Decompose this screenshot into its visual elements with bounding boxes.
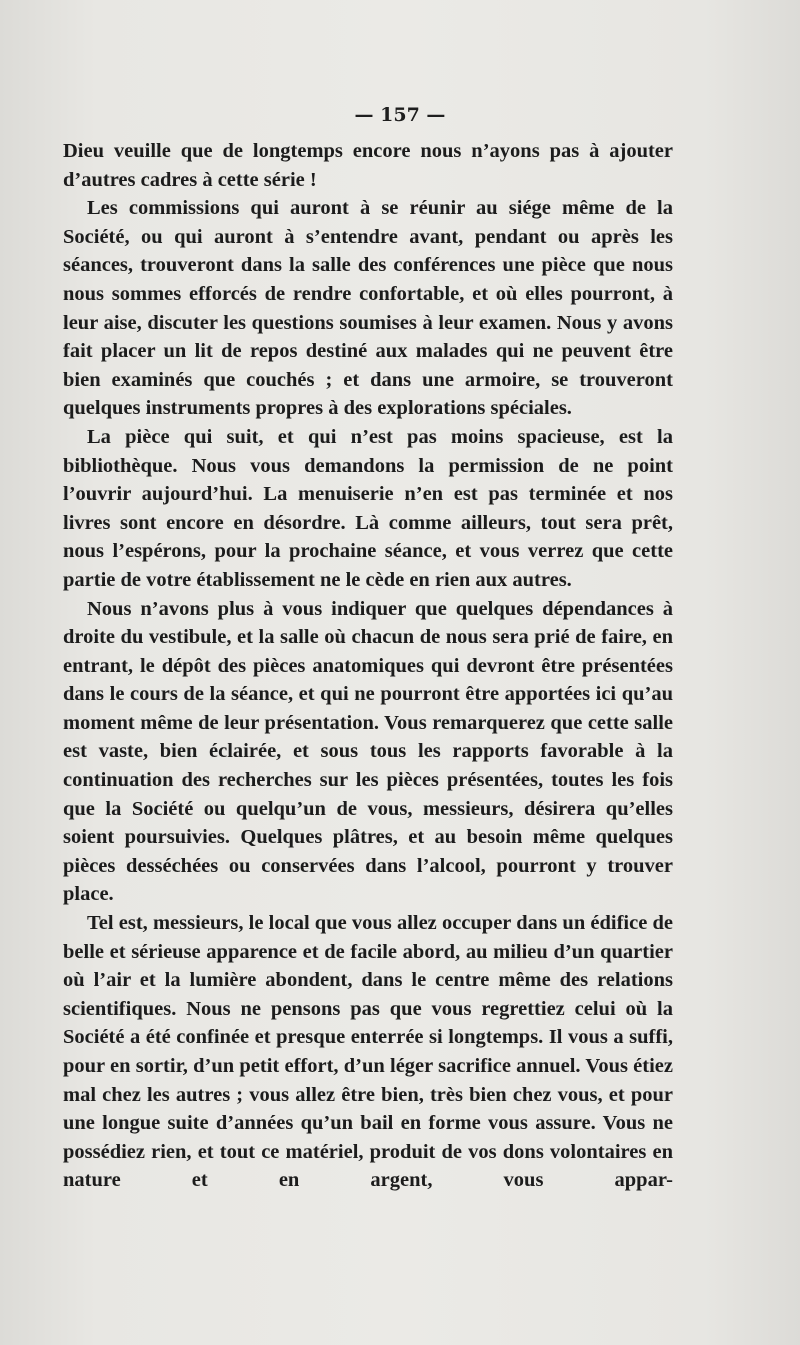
- page-number: — 157 —: [354, 104, 446, 126]
- paragraph: Tel est, messieurs, le local que vous allez occuper dans un édifice de belle et sérieuse apparence et de facile abord, au milieu d’un quartier où l’air et la lumière abondent, dans le centre même des relations scientifiques. Nous ne pensons pas que vous regrettiez celui où la Société a été confinée et presque enterrée si longtemps. Il vous a suffi, pour en sortir, d’un petit effort, d’un léger sacrifice annuel. Vous étiez mal chez les autres ; vous allez être bien, très bien chez vous, et pour une longue suite d’années qu’un bail en forme vous assure. Vous ne possédiez rien, et tout ce matériel, produit de vos dons volontaires en nature et en argent, vous appar-: [63, 912, 673, 1192]
- paragraph: Les commissions qui auront à se réunir au siége même de la Société, ou qui auront à s’entendre avant, pendant ou après les séances, trouveront dans la salle des conférences une pièce que nous nous sommes efforcés de rendre confortable, et où elles pourront, à leur aise, discuter les questions soumises à leur examen. Nous y avons fait placer un lit de repos destiné aux malades qui ne peuvent être bien examinés que couchés ; et dans une armoire, se trouveront quelques instruments propres à des explorations spéciales.: [63, 197, 673, 420]
- paragraph: Nous n’avons plus à vous indiquer que quelques dépendances à droite du vestibule, et la salle où chacun de nous sera prié de faire, en entrant, le dépôt des pièces anatomiques qui devront être présentées dans le cours de la séance, et qui ne pourront être apportées ici qu’au moment même de leur présentation. Vous remarquerez que cette salle est vaste, bien éclairée, et sous tous les rapports favorable à la continuation des recherches sur les pièces présentées, toutes les fois que la Société ou quelqu’un de vous, messieurs, désirera qu’elles soient poursuivies. Quelques plâtres, et au besoin même quelques pièces desséchées ou conservées dans l’alcool, pourront y trouver place.: [63, 597, 673, 906]
- body-text: [63, 137, 673, 1195]
- paragraph: La pièce qui suit, et qui n’est pas moins spacieuse, est la bibliothèque. Nous vous demandons la permission de ne point l’ouvrir aujourd’hui. La menuiserie n’en est pas terminée et nos livres sont encore en désordre. Là comme ailleurs, tout sera prêt, nous l’espérons, pour la prochaine séance, et vous verrez que cette partie de votre établissement ne le cède en rien aux autres.: [63, 425, 673, 591]
- paragraph: Dieu veuille que de longtemps encore nous n’ayons pas à ajouter d’autres cadres à cette série !: [63, 140, 673, 191]
